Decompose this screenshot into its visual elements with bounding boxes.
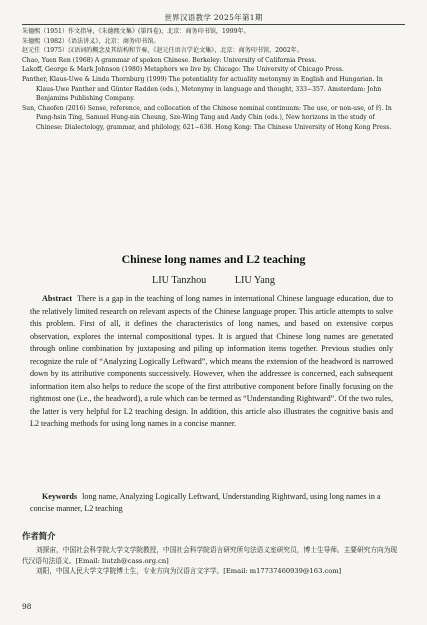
page-number: 98 [22,602,32,611]
header-rule [22,24,405,25]
reference-item: Sun, Chaofen (2016) Sense, reference, and collocation of the Chinese nominal continuum: The use, or non-use, of 的. In Pang-hsin Ting, Samuel Hung-nin Cheung, Sze-Wing Tang and Andy Chin (eds.), New horizons in the study of Chinese: Dialectology, grammar, and philology, 621−638. Hong Kong: The Chinese University of Hong Kong Press. [22,104,392,131]
author-line [0,275,427,286]
reference-item: 赵元任（1975）汉语词的概念及其结构和节奏，《赵元任语言学论文集》，北京：商务印书馆，2002年。 [22,47,303,55]
keywords-section [30,491,393,515]
reference-item: 朱德熙（1982）《语法讲义》，北京：商务印书馆。 [22,37,160,45]
abstract-text: There is a gap in the teaching of long names in international Chinese language education, due to the relatively limited research on relevant aspects of the Chinese language proper. This article attempts to solve this problem. First of all, it defines the characteristics of long names, and based on extensive corpus observation, explores the internal compositional types. It is argued that Chinese long names are generated through online combination by juxtaposing and piling up information items together. Previous studies only recognize the rule of “Analyzing Logically Leftward”, which means the extension of the headword is narrowed down by its attributive components successively. However, when the addressee is concerned, each subsequent information item also helps to reduce the scope of the first attributive component before finally focusing on the rightmost one (i.e., the headword), a rule which can be termed as “Understanding Rightward”. Of the two rules, the latter is very helpful for L2 teaching design. In addition, this article also illustrates the cognitive basis and L2 teaching methods for using long names in a concise manner. [30,294,393,429]
abstract-label: Abstract [42,294,73,303]
abstract-section [30,293,393,431]
author-bio-heading: 作者简介 [22,531,56,541]
reference-item: Panther, Klaus-Uwe & Linda Thornburg (1999) The potentiality for actuality metonymy in English and Hungarian. In Klaus-Uwe Panther and Günter Radden (eds.), Metonymy in language and thought, 333−357. Amsterdam: John Benjamins Publishing Company. [22,75,383,103]
reference-item: Chao, Yuen Ren (1968) A grammar of spoken Chinese. Berkeley: University of California Press. [22,56,317,64]
reference-item: Lakoff, George & Mark Johnson (1980) Metaphors we live by. Chicago: The University of Chicago Press. [22,66,344,74]
author-bio: 刘探宙，中国社会科学院大学文学院教授，中国社会科学院语言研究所句法语义室研究员，博士生导师。主要研究方向为现代汉语句法语义。[Email: liutzh@cass.org.cn] [22,546,398,565]
keywords-text: long name, Analyzing Logically Leftward, Understanding Rightward, using long names in a concise manner, L2 teaching [30,492,381,514]
author-name: LIU Yang [234,275,275,286]
author-bio: 刘阳，中国人民大学文学院博士生，专业方向为汉语言文字学。[Email: m17737460939@163.com] [36,567,342,576]
reference-list [22,27,403,133]
article-title: Chinese long names and L2 teaching [121,252,306,266]
keywords-label: Keywords [42,492,78,501]
author-bio-section [22,545,403,577]
reference-item: 朱德熙（1951）作文指导，《朱德熙文集》(第四卷)，北京：商务印书馆，1999年。 [22,28,250,35]
running-head: 世界汉语教学 2025年第1期 [164,13,263,22]
author-name: LIU Tanzhou [152,275,207,286]
